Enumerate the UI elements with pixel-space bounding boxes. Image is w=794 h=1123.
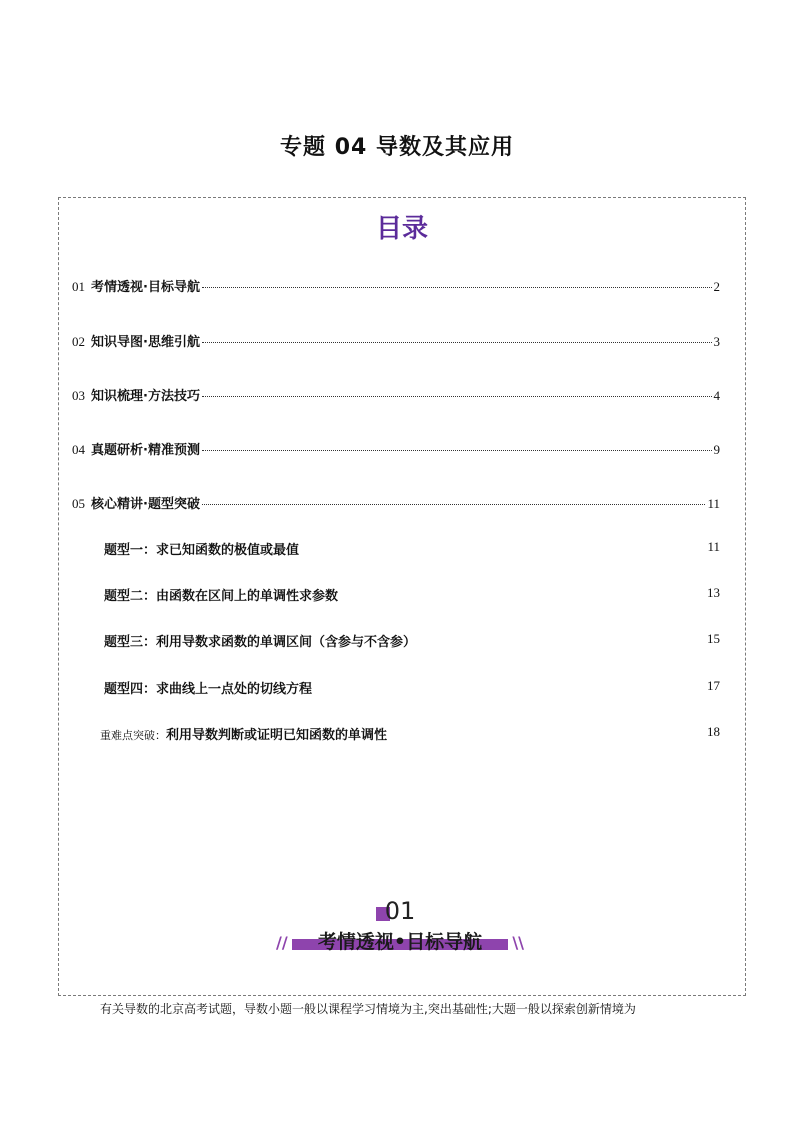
dot-leader xyxy=(202,396,712,397)
section-number: 01 xyxy=(384,897,416,925)
toc-subitem-page: 18 xyxy=(707,724,720,739)
slash-mark-right: \\ xyxy=(512,933,524,952)
toc-heading: 目录 xyxy=(375,214,428,244)
toc-item-label: 知识梳理·方法技巧 xyxy=(91,389,200,404)
dot-leader xyxy=(202,504,706,505)
dot-leader xyxy=(202,450,712,451)
dot-leader xyxy=(202,342,712,343)
toc-item-05[interactable] xyxy=(72,493,720,512)
toc-subitem-1[interactable] xyxy=(104,539,720,558)
toc-item-page: 11 xyxy=(707,496,720,511)
toc-item-page: 9 xyxy=(713,442,720,457)
toc-item-page: 3 xyxy=(713,334,720,349)
intro-paragraph: 有关导数的北京高考试题，导数小题一般以课程学习情境为主,突出基础性;大题一般以探索创新情境为 xyxy=(100,1002,636,1016)
section-badge xyxy=(276,897,524,957)
toc-item-number: 04 xyxy=(72,442,85,457)
toc-item-number: 03 xyxy=(72,388,85,403)
toc-subitem-label: 题型三：利用导数求函数的单调区间（含参与不含参） xyxy=(104,635,417,650)
page-title: 专题 04 导数及其应用 xyxy=(280,135,514,160)
toc-item-number: 01 xyxy=(72,279,85,294)
toc-item-label: 知识导图·思维引航 xyxy=(91,335,200,350)
section-label: 考情透视•目标导航 xyxy=(317,931,483,953)
toc-subitem-page: 11 xyxy=(707,539,720,554)
toc-item-number: 05 xyxy=(72,496,85,511)
toc-item-page: 2 xyxy=(713,279,720,294)
toc-item-02[interactable] xyxy=(72,331,720,350)
toc-subitem-2[interactable] xyxy=(104,585,720,604)
toc-subitem-4[interactable] xyxy=(104,678,720,697)
dot-leader xyxy=(202,287,712,288)
toc-subitem-label: 题型一：求已知函数的极值或最值 xyxy=(104,543,300,558)
toc-subitem-page: 13 xyxy=(707,585,720,600)
toc-subitem-page: 17 xyxy=(707,678,720,693)
toc-item-page: 4 xyxy=(713,388,720,403)
toc-item-04[interactable] xyxy=(72,439,720,458)
toc-subitem-label: 题型四：求曲线上一点处的切线方程 xyxy=(104,682,313,697)
toc-item-label: 核心精讲·题型突破 xyxy=(91,497,200,512)
slash-mark-left: // xyxy=(276,933,288,952)
toc-subitem-label: 题型二：由函数在区间上的单调性求参数 xyxy=(104,589,339,604)
toc-item-number: 02 xyxy=(72,334,85,349)
toc-subitem-special[interactable] xyxy=(100,724,720,743)
toc-item-01[interactable] xyxy=(72,276,720,295)
toc-subitem-page: 15 xyxy=(707,631,720,646)
toc-subitem-prefix: 重难点突破： xyxy=(100,729,166,742)
toc-item-label: 真题研析·精准预测 xyxy=(91,443,200,458)
toc-item-label: 考情透视·目标导航 xyxy=(91,280,200,295)
toc-item-03[interactable] xyxy=(72,385,720,404)
toc-subitem-label: 利用导数判断或证明已知函数的单调性 xyxy=(166,728,388,743)
toc-subitem-3[interactable] xyxy=(104,631,720,650)
